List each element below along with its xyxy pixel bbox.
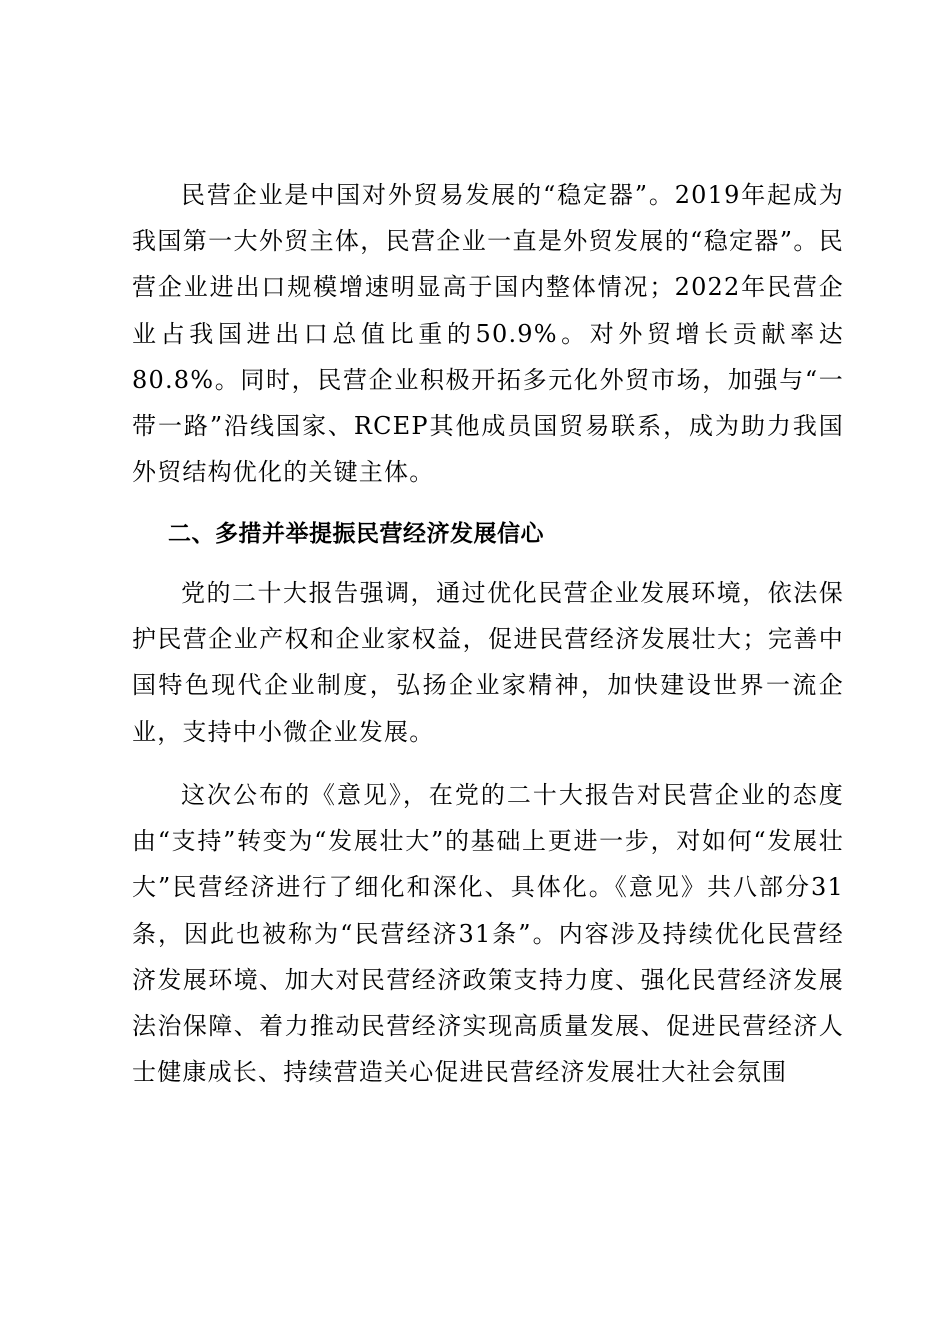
paragraph-party-congress-report: 党的二十大报告强调，通过优化民营企业发展环境，依法保护民营企业产权和企业家权益，促进民营经济发展壮大；完善中国特色现代企业制度，弘扬企业家精神，加快建设世界一流企业，支持中小微企业发展。 — [132, 579, 844, 746]
paragraph-private-enterprise-trade: 民营企业是中国对外贸易发展的“稳定器”。2019年起成为我国第一大外贸主体，民营企业一直是外贸发展的“稳定器”。民营企业进出口规模增速明显高于国内整体情况；2022年民营企业占我国进出口总值比重的50.9%。对外贸增长贡献率达80.8%。同时，民营企业积极开拓多元化外贸市场，加强与“一带一路”沿线国家、RCEP其他成员国贸易联系，成为助力我国外贸结构优化的关键主体。 — [132, 181, 844, 487]
paragraph-opinions-31-articles: 这次公布的《意见》，在党的二十大报告对民营企业的态度由“支持”转变为“发展壮大”的基础上更进一步，对如何“发展壮大”民营经济进行了细化和深化、具体化。《意见》共八部分31条，因此也被称为“民营经济31条”。内容涉及持续优化民营经济发展环境、加大对民营经济政策支持力度、强化民营经济发展法治保障、着力推动民营经济实现高质量发展、促进民营经济人士健康成长、持续营造关心促进民营经济发展壮大社会氛围 — [132, 781, 844, 1087]
section-heading: 二、多措并举提振民营经济发展信心 — [168, 521, 544, 547]
